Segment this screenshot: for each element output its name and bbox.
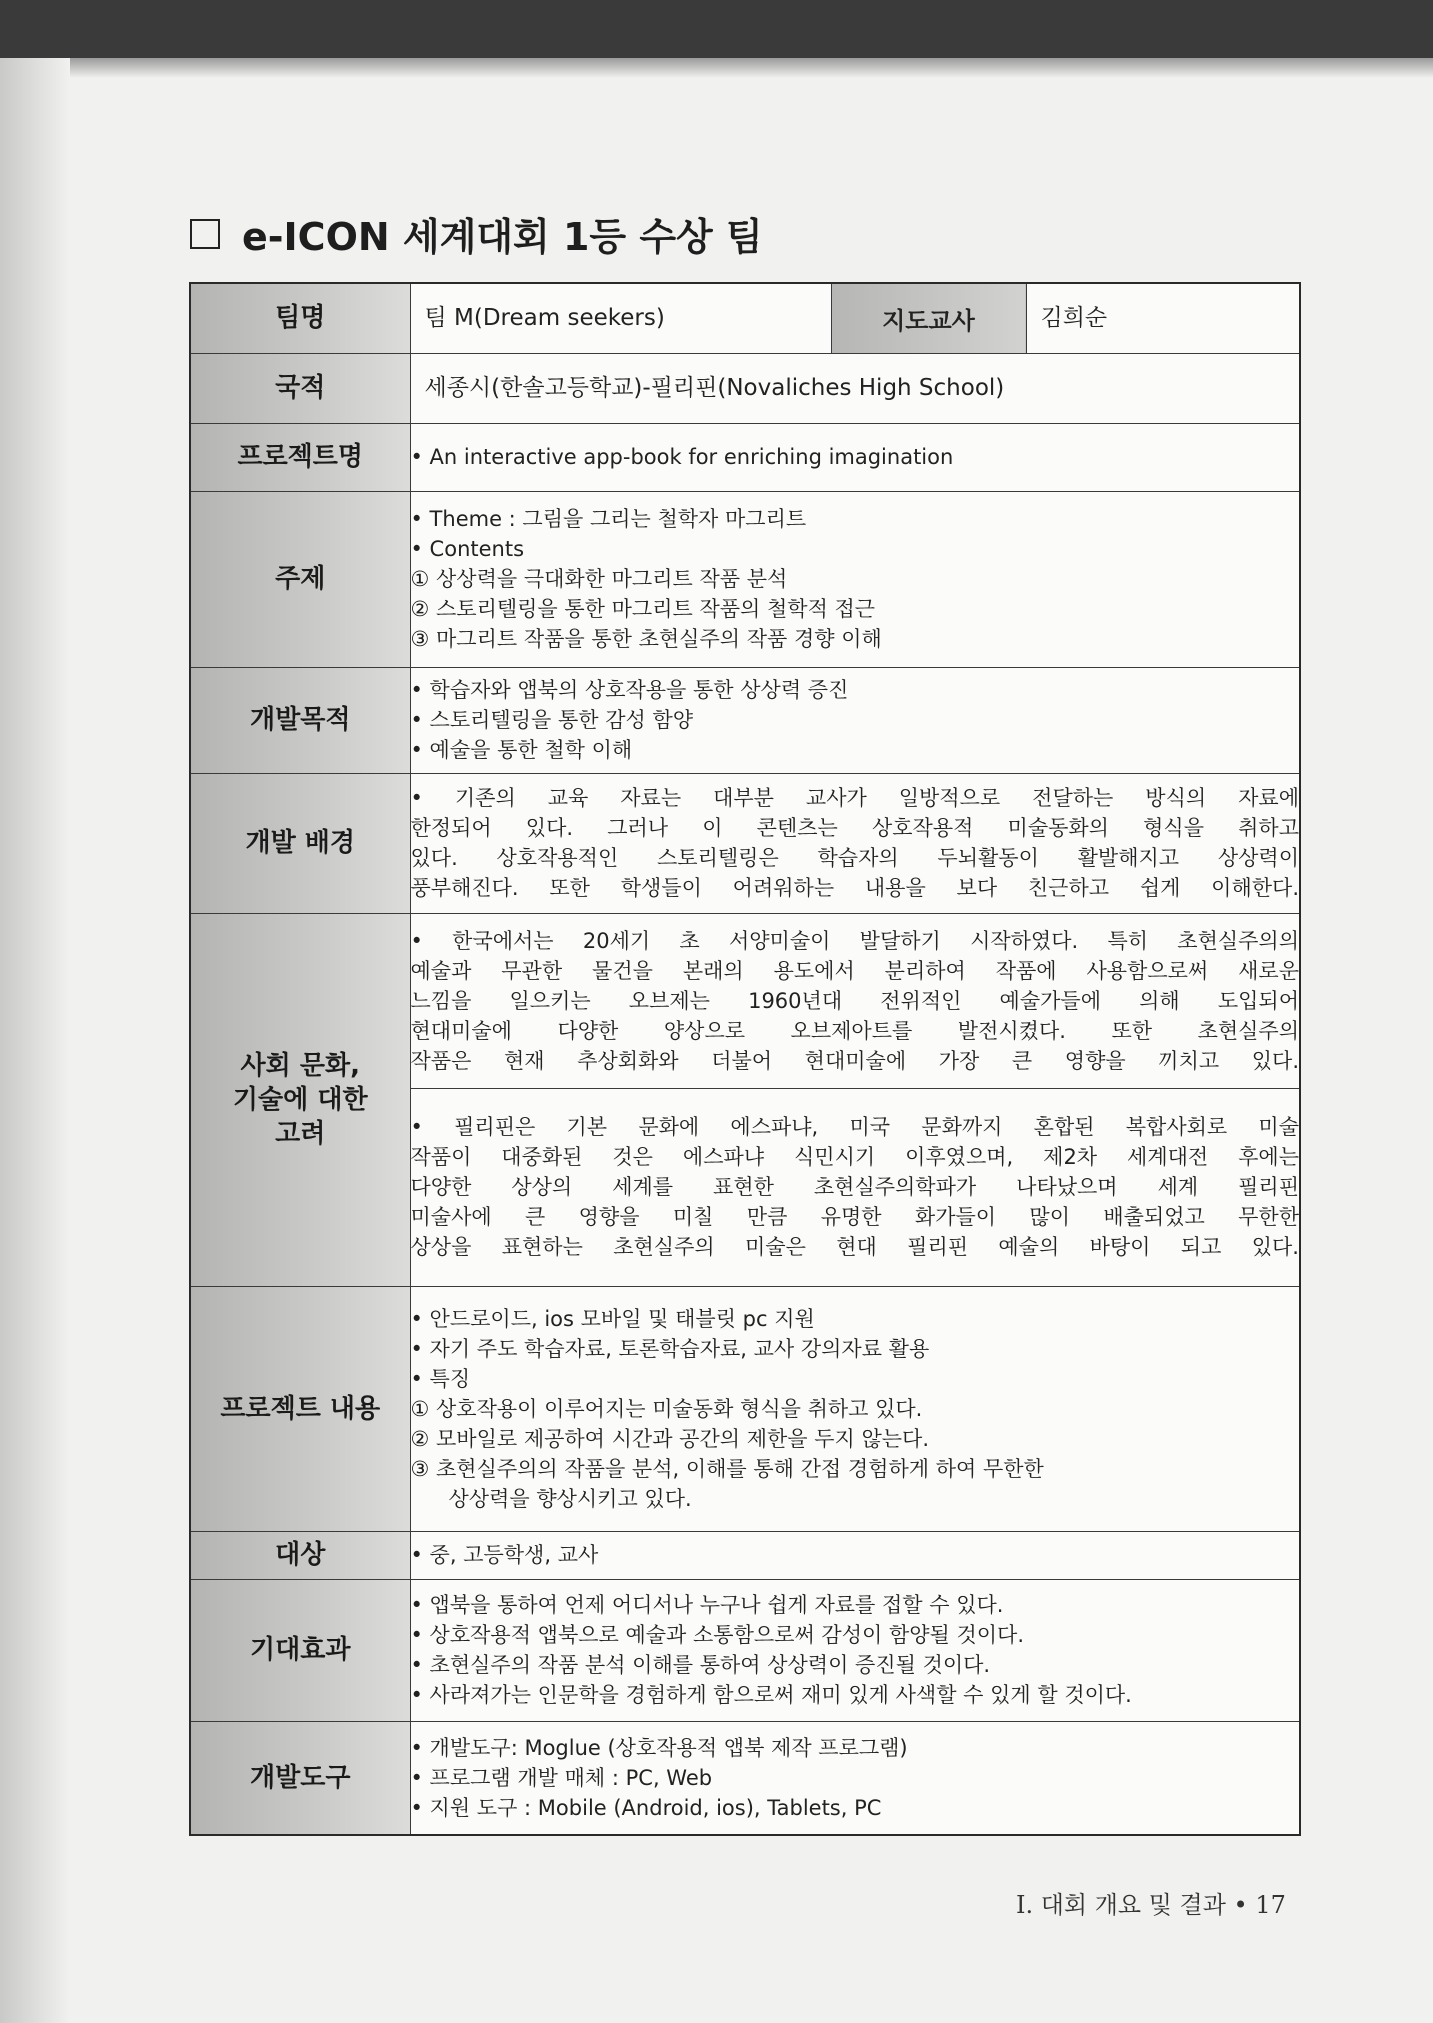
paragraph-line: 작품이 대중화된 것은 에스파냐 식민시기 이후였으며, 제2차 세계대전 후에는 xyxy=(410,1145,1299,1169)
row-purpose xyxy=(190,667,1300,773)
row-tools xyxy=(190,1721,1300,1835)
paragraph-line: 한정되어 있다. 그러나 이 콘텐츠는 상호작용적 미술동화의 형식을 취하고 xyxy=(410,816,1299,840)
label-topic: 주제 xyxy=(190,491,410,667)
label-target: 대상 xyxy=(190,1531,410,1579)
value-topic xyxy=(410,491,1300,667)
list-item: • 특징 xyxy=(410,1366,471,1391)
page-footer: Ⅰ. 대회 개요 및 결과 • 17 xyxy=(1016,1891,1286,1919)
scan-top-shadow xyxy=(0,58,1433,78)
value-project-name xyxy=(410,423,1300,491)
label-project-name: 프로젝트명 xyxy=(190,423,410,491)
paragraph-line: 다양한 상상의 세계를 표현한 초현실주의학파가 나타났으며 세계 필리핀 xyxy=(410,1175,1299,1199)
label-background: 개발 배경 xyxy=(190,773,410,913)
scan-top-edge xyxy=(0,0,1433,58)
list-item: • Theme : 그림을 그리는 철학자 마그리트 xyxy=(410,507,807,531)
value-country: 세종시(한솔고등학교)-필리핀(Novaliches High School) xyxy=(410,353,1300,423)
team-info-table xyxy=(189,282,1301,1836)
label-social-consideration: 사회 문화, 기술에 대한 고려 xyxy=(190,913,410,1286)
list-item: • 자기 주도 학습자료, 토론학습자료, 교사 강의자료 활용 xyxy=(410,1336,930,1361)
paragraph-line: 풍부해진다. 또한 학생들이 어려워하는 내용을 보다 친근하고 쉽게 이해한다. xyxy=(410,876,1299,900)
value-social-philippines xyxy=(410,1088,1300,1286)
list-item: • 예술을 통한 철학 이해 xyxy=(410,738,633,762)
paragraph-line: 있다. 상호작용적인 스토리텔링은 학습자의 두뇌활동이 활발해지고 상상력이 xyxy=(410,846,1299,870)
list-item: • 프로그램 개발 매체 : PC, Web xyxy=(410,1765,713,1790)
label-project-content: 프로젝트 내용 xyxy=(190,1286,410,1531)
list-item: • 안드로이드, ios 모바일 및 태블릿 pc 지원 xyxy=(410,1306,815,1331)
row-effect xyxy=(190,1579,1300,1721)
value-social-korea xyxy=(410,913,1300,1088)
paragraph-line: 미술사에 큰 영향을 미칠 만큼 유명한 화가들이 많이 배출되었고 무한한 xyxy=(410,1205,1299,1229)
list-item: ① 상호작용이 이루어지는 미술동화 형식을 취하고 있다. xyxy=(410,1396,923,1421)
list-item: ② 모바일로 제공하여 시간과 공간의 제한을 두지 않는다. xyxy=(410,1426,930,1451)
value-teacher: 김희순 xyxy=(1026,283,1300,353)
page-title-text: e-ICON 세계대회 1등 수상 팀 xyxy=(242,215,763,259)
list-item: • 사라져가는 인문학을 경험하게 함으로써 재미 있게 사색할 수 있게 할 것이다. xyxy=(410,1683,1132,1707)
label-team-name: 팀명 xyxy=(190,283,410,353)
label-purpose: 개발목적 xyxy=(190,667,410,773)
row-project-name xyxy=(190,423,1300,491)
value-background xyxy=(410,773,1300,913)
value-purpose xyxy=(410,667,1300,773)
list-item: • 학습자와 앱북의 상호작용을 통한 상상력 증진 xyxy=(410,678,849,702)
row-background xyxy=(190,773,1300,913)
paragraph-line: • 한국에서는 20세기 초 서양미술이 발달하기 시작하였다. 특히 초현실주의의 xyxy=(410,928,1299,953)
row-team xyxy=(190,283,1300,353)
list-item: • 초현실주의 작품 분석 이해를 통하여 상상력이 증진될 것이다. xyxy=(410,1653,991,1677)
list-item: ③ 마그리트 작품을 통한 초현실주의 작품 경향 이해 xyxy=(410,627,882,651)
row-target xyxy=(190,1531,1300,1579)
paragraph-line: 현대미술에 다양한 양상으로 오브제아트를 발전시켰다. 또한 초현실주의 xyxy=(410,1018,1299,1043)
value-project-content xyxy=(410,1286,1300,1531)
value-expected-effect xyxy=(410,1579,1300,1721)
row-content xyxy=(190,1286,1300,1531)
row-social-part1 xyxy=(190,913,1300,1088)
label-country: 국적 xyxy=(190,353,410,423)
list-item: • An interactive app-book for enriching imagination xyxy=(410,445,954,469)
list-item: • 개발도구: Moglue (상호작용적 앱북 제작 프로그램) xyxy=(410,1735,908,1760)
value-target xyxy=(410,1531,1300,1579)
list-item: • 앱북을 통하여 언제 어디서나 누구나 쉽게 자료를 접할 수 있다. xyxy=(410,1593,1004,1617)
paragraph-line: 작품은 현재 추상회화와 더불어 현대미술에 가장 큰 영향을 끼치고 있다. xyxy=(410,1048,1299,1073)
list-item: ① 상상력을 극대화한 마그리트 작품 분석 xyxy=(410,567,788,591)
list-item: • 상호작용적 앱북으로 예술과 소통함으로써 감성이 함양될 것이다. xyxy=(410,1623,1025,1647)
paragraph-line: 예술과 무관한 물건을 본래의 용도에서 분리하여 작품에 사용함으로써 새로운 xyxy=(410,958,1299,983)
page-binding-shadow xyxy=(0,58,70,2023)
list-item: • 지원 도구 : Mobile (Android, ios), Tablets, PC xyxy=(410,1795,882,1820)
label-dev-tools: 개발도구 xyxy=(190,1721,410,1835)
list-item: • Contents xyxy=(410,537,525,561)
row-topic xyxy=(190,491,1300,667)
list-item: • 중, 고등학생, 교사 xyxy=(410,1543,599,1567)
paragraph-line: 상상을 표현하는 초현실주의 미술은 현대 필리핀 예술의 바탕이 되고 있다. xyxy=(410,1235,1299,1259)
paragraph-line: 느낌을 일으키는 오브제는 1960년대 전위적인 예술가들에 의해 도입되어 xyxy=(410,988,1299,1013)
value-team-name: 팀 M(Dream seekers) xyxy=(410,283,831,353)
value-dev-tools xyxy=(410,1721,1300,1835)
paragraph-line: • 기존의 교육 자료는 대부분 교사가 일방적으로 전달하는 방식의 자료에 xyxy=(410,786,1299,810)
row-country xyxy=(190,353,1300,423)
list-item: 상상력을 향상시키고 있다. xyxy=(448,1486,692,1511)
paragraph-line: • 필리핀은 기본 문화에 에스파냐, 미국 문화까지 혼합된 복합사회로 미술 xyxy=(410,1115,1299,1139)
label-expected-effect: 기대효과 xyxy=(190,1579,410,1721)
list-item: • 스토리텔링을 통한 감성 함양 xyxy=(410,708,694,732)
page-title xyxy=(190,206,763,261)
label-teacher: 지도교사 xyxy=(831,283,1026,353)
list-item: ② 스토리텔링을 통한 마그리트 작품의 철학적 접근 xyxy=(410,597,876,621)
checkbox-square-icon xyxy=(190,219,220,249)
list-item: ③ 초현실주의의 작품을 분석, 이해를 통해 간접 경험하게 하여 무한한 xyxy=(410,1456,1044,1481)
